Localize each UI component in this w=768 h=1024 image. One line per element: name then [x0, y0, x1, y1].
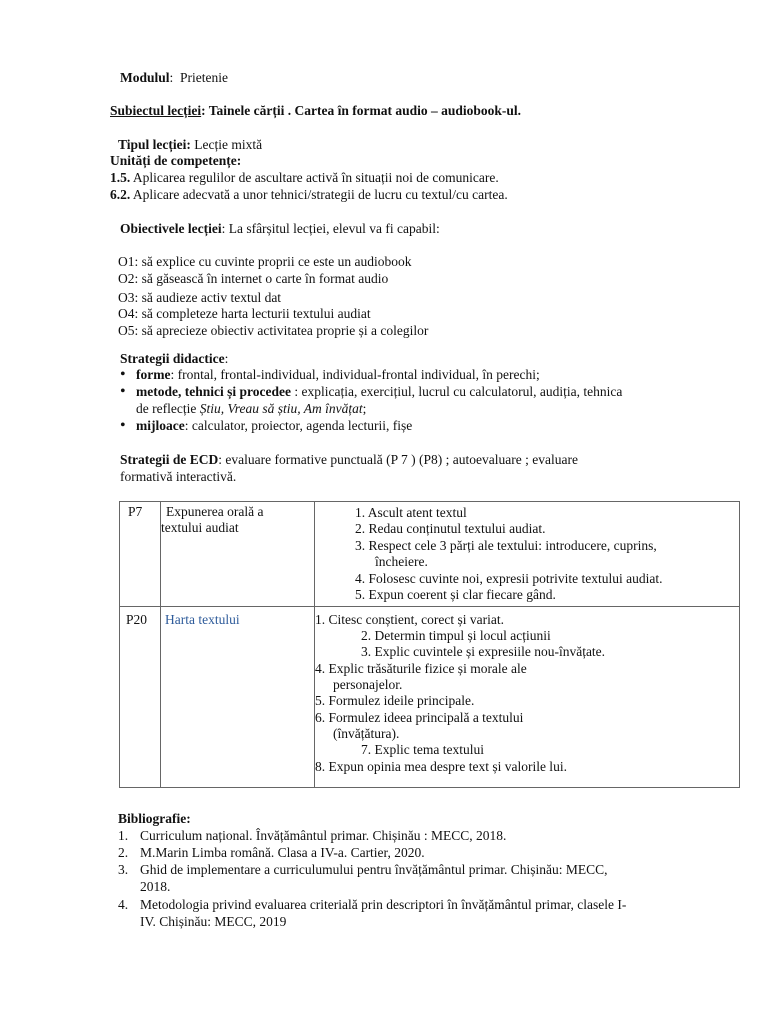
bibliography-item — [118, 828, 506, 844]
strategy-text: ; — [362, 401, 367, 416]
criterion-text: 5. Expun coerent și clar fiecare gând. — [355, 587, 556, 602]
bibliography-number: 2. — [118, 845, 129, 860]
bullet: • — [120, 366, 126, 383]
objective-text: : să completeze harta lecturii textului audiat — [134, 306, 371, 321]
objective-code: O3 — [118, 290, 135, 305]
criterion-code: P20 — [126, 612, 148, 627]
subject-label: Subiectul lecției — [110, 103, 202, 118]
subject-value: Tainele cărții . Cartea în format audio – audiobook-ul. — [208, 103, 522, 118]
bibliography-number: 4. — [118, 897, 129, 912]
lesson-type-label: Tipul lecției: — [118, 137, 191, 152]
criterion-text: 4. Folosesc cuvinte noi, expresii potrivite textului audiat. — [355, 571, 663, 586]
objective-text: : să explice cu cuvinte proprii ce este un audiobook — [134, 254, 412, 269]
competence-item — [110, 170, 499, 186]
map-item: 4. Explic trăsăturile fizice și morale ale — [315, 661, 527, 676]
table-row — [120, 502, 740, 607]
bibliography-item — [118, 862, 608, 878]
strategy-text: : calculator, proiector, agenda lecturii, fișe — [184, 418, 413, 433]
bibliography-text: Curriculum național. Învățământul primar. Chișinău : MECC, 2018. — [140, 828, 507, 843]
bibliography-text: Metodologia privind evaluarea criterială prin descriptori în învățământul primar, clasele I- — [140, 897, 627, 912]
ecd-line — [120, 452, 578, 468]
ecd-label: Strategii de ECD — [120, 452, 219, 467]
subject-line: Subiectul lecției: Tainele cărții . Cartea în format audio – audiobook-ul. — [110, 103, 522, 118]
module-label: Modulul — [120, 70, 170, 85]
competence-text: Aplicare adecvată a unor tehnici/strategii de lucru cu textul/cu cartea. — [132, 187, 508, 202]
strategy-text: : explicația, exercițiul, lucrul cu calculatorul, audiția, tehnica — [290, 384, 623, 399]
objective-item — [118, 323, 428, 339]
table-cell — [161, 502, 315, 607]
bullet: • — [120, 383, 126, 400]
strategies-colon: : — [224, 351, 229, 366]
competences-heading: Unități de competențe: — [110, 153, 242, 168]
ecd-text: : evaluare formative punctuală (P 7 ) (P8) ; autoevaluare ; evaluare — [218, 452, 578, 467]
bibliography-item — [118, 897, 626, 913]
strategy-mijloace — [136, 418, 412, 434]
bibliography-number: 1. — [118, 828, 129, 843]
objective-item — [118, 254, 412, 270]
map-item: 2. Determin timpul și locul acțiunii — [361, 628, 551, 643]
competence-text: Aplicarea regulilor de ascultare activă în situații noi de comunicare. — [132, 170, 499, 185]
objectives-intro: : La sfârșitul lecției, elevul va fi capabil: — [221, 221, 440, 236]
map-item-cont: (învățătura). — [333, 726, 400, 741]
strategy-label: forme — [136, 367, 171, 382]
objective-item — [118, 290, 281, 306]
competence-number: 6.2. — [110, 187, 131, 202]
criterion-item — [337, 587, 556, 603]
objective-code: O5 — [118, 323, 135, 338]
reflection-technique: Știu, Vreau să știu, Am învățat — [199, 401, 363, 416]
bibliography-text: M.Marin Limba română. Clasa a IV-a. Cartier, 2020. — [140, 845, 425, 860]
strategies-heading-line — [120, 351, 228, 367]
criterion-code: P7 — [128, 504, 143, 519]
lesson-type-value: Lecție mixtă — [194, 137, 263, 152]
table-row — [120, 607, 740, 788]
objectives-line — [120, 221, 440, 237]
criterion-item — [337, 571, 662, 587]
strategy-text: : frontal, frontal-individual, individual-frontal individual, în perechi; — [170, 367, 540, 382]
objective-code: O1 — [118, 254, 135, 269]
lesson-type-line — [118, 137, 262, 153]
map-item: 6. Formulez ideea principală a textului — [315, 710, 524, 725]
competence-item — [110, 187, 508, 203]
strategy-label: metode, tehnici și procedee — [136, 384, 291, 399]
criterion-text: 1. Ascult atent textul — [355, 505, 467, 520]
strategy-metode — [136, 384, 622, 400]
strategy-label: mijloace — [136, 418, 185, 433]
objective-text: : să găsească în internet o carte în format audio — [134, 271, 389, 286]
objective-text: : să aprecieze obiectiv activitatea proprie și a colegilor — [134, 323, 429, 338]
objective-item — [118, 271, 388, 287]
table-cell — [120, 607, 161, 788]
competence-number: 1.5. — [110, 170, 131, 185]
criterion-title: Expunerea orală a — [166, 504, 264, 519]
objective-item — [118, 306, 371, 322]
bullet: • — [120, 417, 126, 434]
bibliography-number: 3. — [118, 862, 129, 877]
map-item: 8. Expun opinia mea despre text și valorile lui. — [315, 759, 567, 774]
map-item: 3. Explic cuvintele și expresiile nou-învățate. — [361, 644, 606, 659]
table-cell — [120, 502, 161, 607]
strategy-metode-cont — [136, 401, 366, 417]
criterion-text: 3. Respect cele 3 părți ale textului: introducere, cuprins, — [355, 538, 657, 553]
bibliography-text-cont: IV. Chișinău: MECC, 2019 — [140, 914, 287, 929]
criterion-item — [337, 538, 657, 554]
table-cell — [315, 607, 740, 788]
strategy-forme — [136, 367, 540, 383]
bibliography-item — [118, 845, 425, 861]
objectives-label: Obiectivele lecției — [120, 221, 222, 236]
objective-code: O4 — [118, 306, 135, 321]
criterion-text: 2. Redau conținutul textului audiat. — [355, 521, 546, 536]
evaluation-table — [119, 501, 740, 788]
criterion-title: Harta textului — [165, 612, 240, 627]
module-line: Modulul: Prietenie — [120, 70, 229, 85]
map-item: 5. Formulez ideile principale. — [315, 693, 475, 708]
criterion-title-cont: textului audiat — [161, 520, 239, 535]
strategies-heading: Strategii didactice — [120, 351, 225, 366]
criterion-item — [337, 505, 467, 521]
map-item: 1. Citesc conștient, corect și variat. — [315, 612, 504, 627]
objective-text: : să audieze activ textul dat — [134, 290, 282, 305]
criterion-text-cont: încheiere. — [375, 554, 428, 569]
objective-code: O2 — [118, 271, 135, 286]
ecd-line-2: formativă interactivă. — [120, 469, 237, 484]
criterion-item — [337, 521, 545, 537]
map-item: 7. Explic tema textului — [361, 742, 484, 757]
module-value: Prietenie — [180, 70, 229, 85]
bibliography-heading: Bibliografie: — [118, 811, 191, 826]
map-item-cont: personajelor. — [333, 677, 403, 692]
bibliography-text: Ghid de implementare a curriculumului pentru învățământul primar. Chișinău: MECC, — [140, 862, 608, 877]
strategy-text: de reflecție — [136, 401, 200, 416]
table-cell — [161, 607, 315, 788]
bibliography-text-cont: 2018. — [140, 879, 171, 894]
table-cell — [315, 502, 740, 607]
